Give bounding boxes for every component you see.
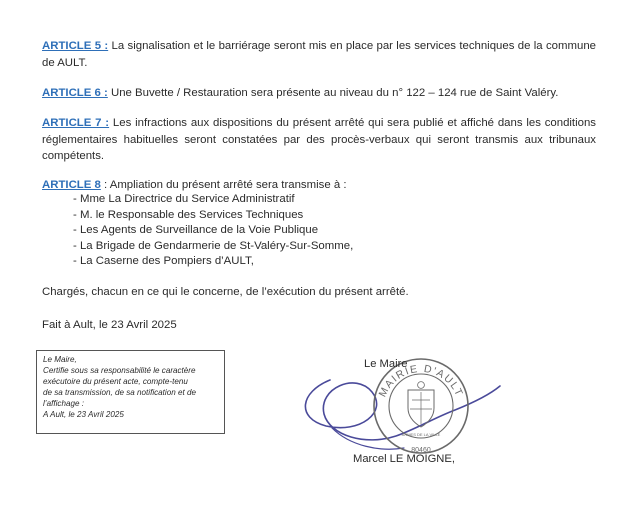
mayor-name: Marcel LE MOIGNE, xyxy=(353,453,455,465)
article-5-text: La signalisation et le barriérage seront mis en place par les services techniques de la commune de AULT. xyxy=(42,40,596,69)
certification-line: exécutoire du présent acte, compte-tenu xyxy=(43,377,188,387)
list-item: - La Caserne des Pompiers d’AULT, xyxy=(73,255,254,268)
signature-title: Le Maire xyxy=(364,358,408,370)
certification-title: Le Maire, xyxy=(43,355,77,364)
certification-line: de sa transmission, de sa notification et de xyxy=(43,388,196,398)
article-5-label: ARTICLE 5 : xyxy=(42,40,109,52)
article-6-text: Une Buvette / Restauration sera présente au niveau du n° 122 – 124 rue de Saint Valéry. xyxy=(107,87,559,99)
stamp-postal-code: 80460 xyxy=(411,447,431,454)
fait-a-date: Fait à Ault, le 23 Avril 2025 xyxy=(42,319,177,331)
article-7-text: Les infractions aux dispositions du présent arrêté qui sera publié et affiché dans les conditions réglementaires habituelles seront constatées par des procès-verbaux qui seront transmis aux tribunaux compétents. xyxy=(42,117,596,162)
certification-line: l’affichage : xyxy=(43,399,84,409)
certification-line: Certifie sous sa responsabilité le caractère xyxy=(43,366,196,376)
list-item: - Les Agents de Surveillance de la Voie Publique xyxy=(73,224,319,237)
article-7-label: ARTICLE 7 : xyxy=(42,117,110,129)
list-item: - Mme La Directrice du Service Administratif xyxy=(73,193,295,205)
stamp-text: MAIRIE D'AULT xyxy=(376,362,466,399)
closing-statement: Chargés, chacun en ce qui le concerne, de l’exécution du présent arrêté. xyxy=(42,286,409,298)
list-item: - La Brigade de Gendarmerie de St-Valéry-Sur-Somme, xyxy=(73,239,354,252)
certification-date: A Ault, le 23 Avril 2025 xyxy=(43,410,124,420)
article-8-label: ARTICLE 8 xyxy=(42,179,101,191)
article-6-label: ARTICLE 6 : xyxy=(42,87,108,99)
article-8-text: : Ampliation du présent arrêté sera transmise à : xyxy=(100,179,347,191)
list-item: - M. le Responsable des Services Techniques xyxy=(73,208,304,221)
stamp-inner-text: ARMES DE LA VILLE xyxy=(401,432,441,437)
